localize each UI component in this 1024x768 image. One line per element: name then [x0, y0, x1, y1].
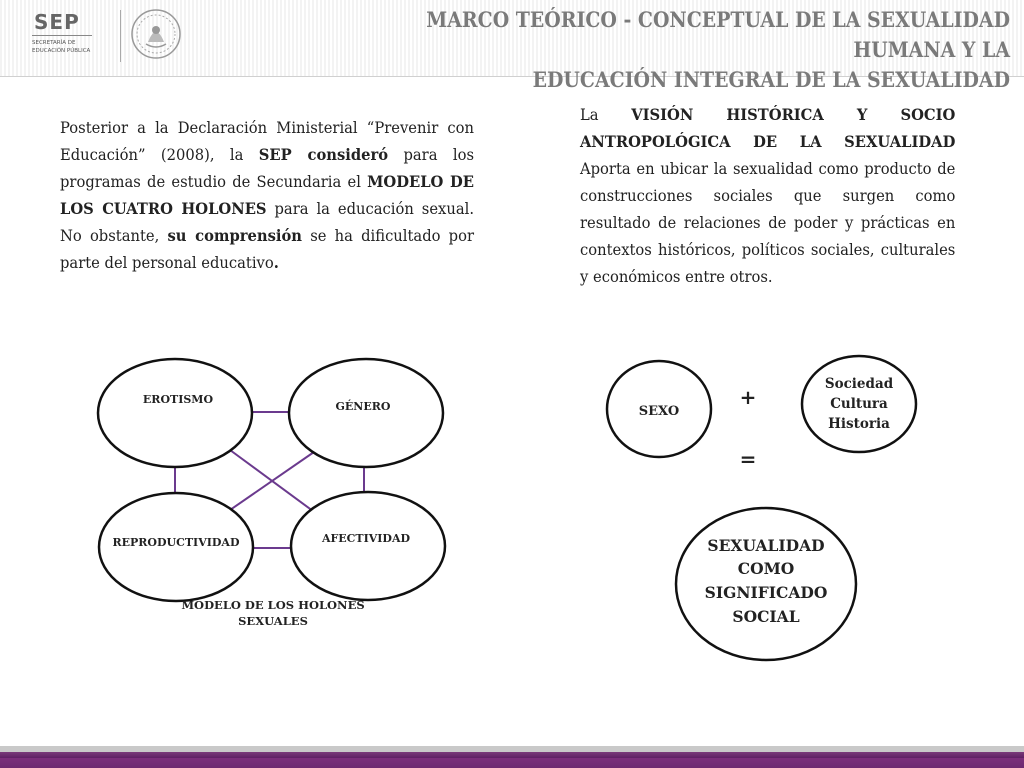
- result-line-1: SEXUALIDAD: [707, 536, 825, 555]
- bottom-band: [0, 746, 1024, 768]
- node-sociedad-line-2: Cultura: [830, 396, 888, 412]
- sep-logo-subtitle-1: SECRETARÍA DE: [32, 40, 76, 46]
- right-bold-1: VISIÓN HISTÓRICA Y SOCIO ANTROPOLÓGICA DE LA SEXUALIDAD: [580, 105, 956, 151]
- left-text-2: para los programas de estudio de Secundaria el: [60, 145, 474, 191]
- holon-afectividad: [291, 492, 445, 600]
- node-sexualidad-social: [676, 508, 856, 660]
- right-text-1: La: [580, 105, 632, 124]
- holon-erotismo: [98, 359, 252, 467]
- page-title-line-1: MARCO TEÓRICO - CONCEPTUAL DE LA SEXUALIDAD HUMANA Y LA: [426, 8, 1010, 63]
- holon-genero-label: GÉNERO: [335, 400, 391, 413]
- node-sociedad-line-1: Sociedad: [824, 376, 894, 392]
- equals-sign: =: [739, 447, 757, 471]
- result-line-2: COMO: [737, 559, 795, 578]
- page-title-line-2: EDUCACIÓN INTEGRAL DE LA SEXUALIDAD: [532, 68, 1010, 93]
- holon-erotismo-label: EROTISMO: [142, 393, 214, 406]
- node-sexo: [607, 361, 711, 457]
- holon-reproductividad-label: REPRODUCTIVIDAD: [112, 536, 240, 549]
- node-sexo-label: SEXO: [638, 404, 680, 419]
- left-bold-2: MODELO DE LOS CUATRO HOLONES: [60, 172, 475, 218]
- left-bold-4: .: [273, 253, 279, 272]
- node-sociedad-line-3: Historia: [828, 416, 890, 432]
- result-line-3: SIGNIFICADO: [704, 583, 828, 602]
- holon-afectividad-label: AFECTIVIDAD: [321, 532, 411, 545]
- holons-caption-line-2: SEXUALES: [238, 614, 308, 628]
- plus-sign: +: [739, 385, 757, 409]
- sep-logo-subtitle-2: EDUCACIÓN PÚBLICA: [32, 48, 91, 54]
- holon-genero: [289, 359, 443, 467]
- holon-reproductividad: [99, 493, 253, 601]
- sep-logo-text: SEP: [34, 10, 80, 34]
- left-bold-1: SEP consideró: [258, 145, 389, 164]
- right-text-2: Aporta en ubicar la sexualidad como producto de construcciones sociales que surgen como resultado de relaciones de poder y prácticas en contextos históricos, políticos sociales, culturales y económicos entre otros.: [580, 159, 956, 286]
- holons-caption-line-1: MODELO DE LOS HOLONES: [181, 598, 365, 612]
- left-text-1: Posterior a la Declaración Ministerial “Prevenir con Educación” (2008), la: [60, 118, 474, 164]
- left-text-4: se ha dificultado por parte del personal educativo: [60, 226, 475, 272]
- result-line-4: SOCIAL: [732, 607, 800, 626]
- left-text-3: para la educación sexual. No obstante,: [60, 199, 474, 245]
- node-sociedad: [802, 356, 916, 452]
- left-bold-3: su comprensión: [167, 226, 302, 245]
